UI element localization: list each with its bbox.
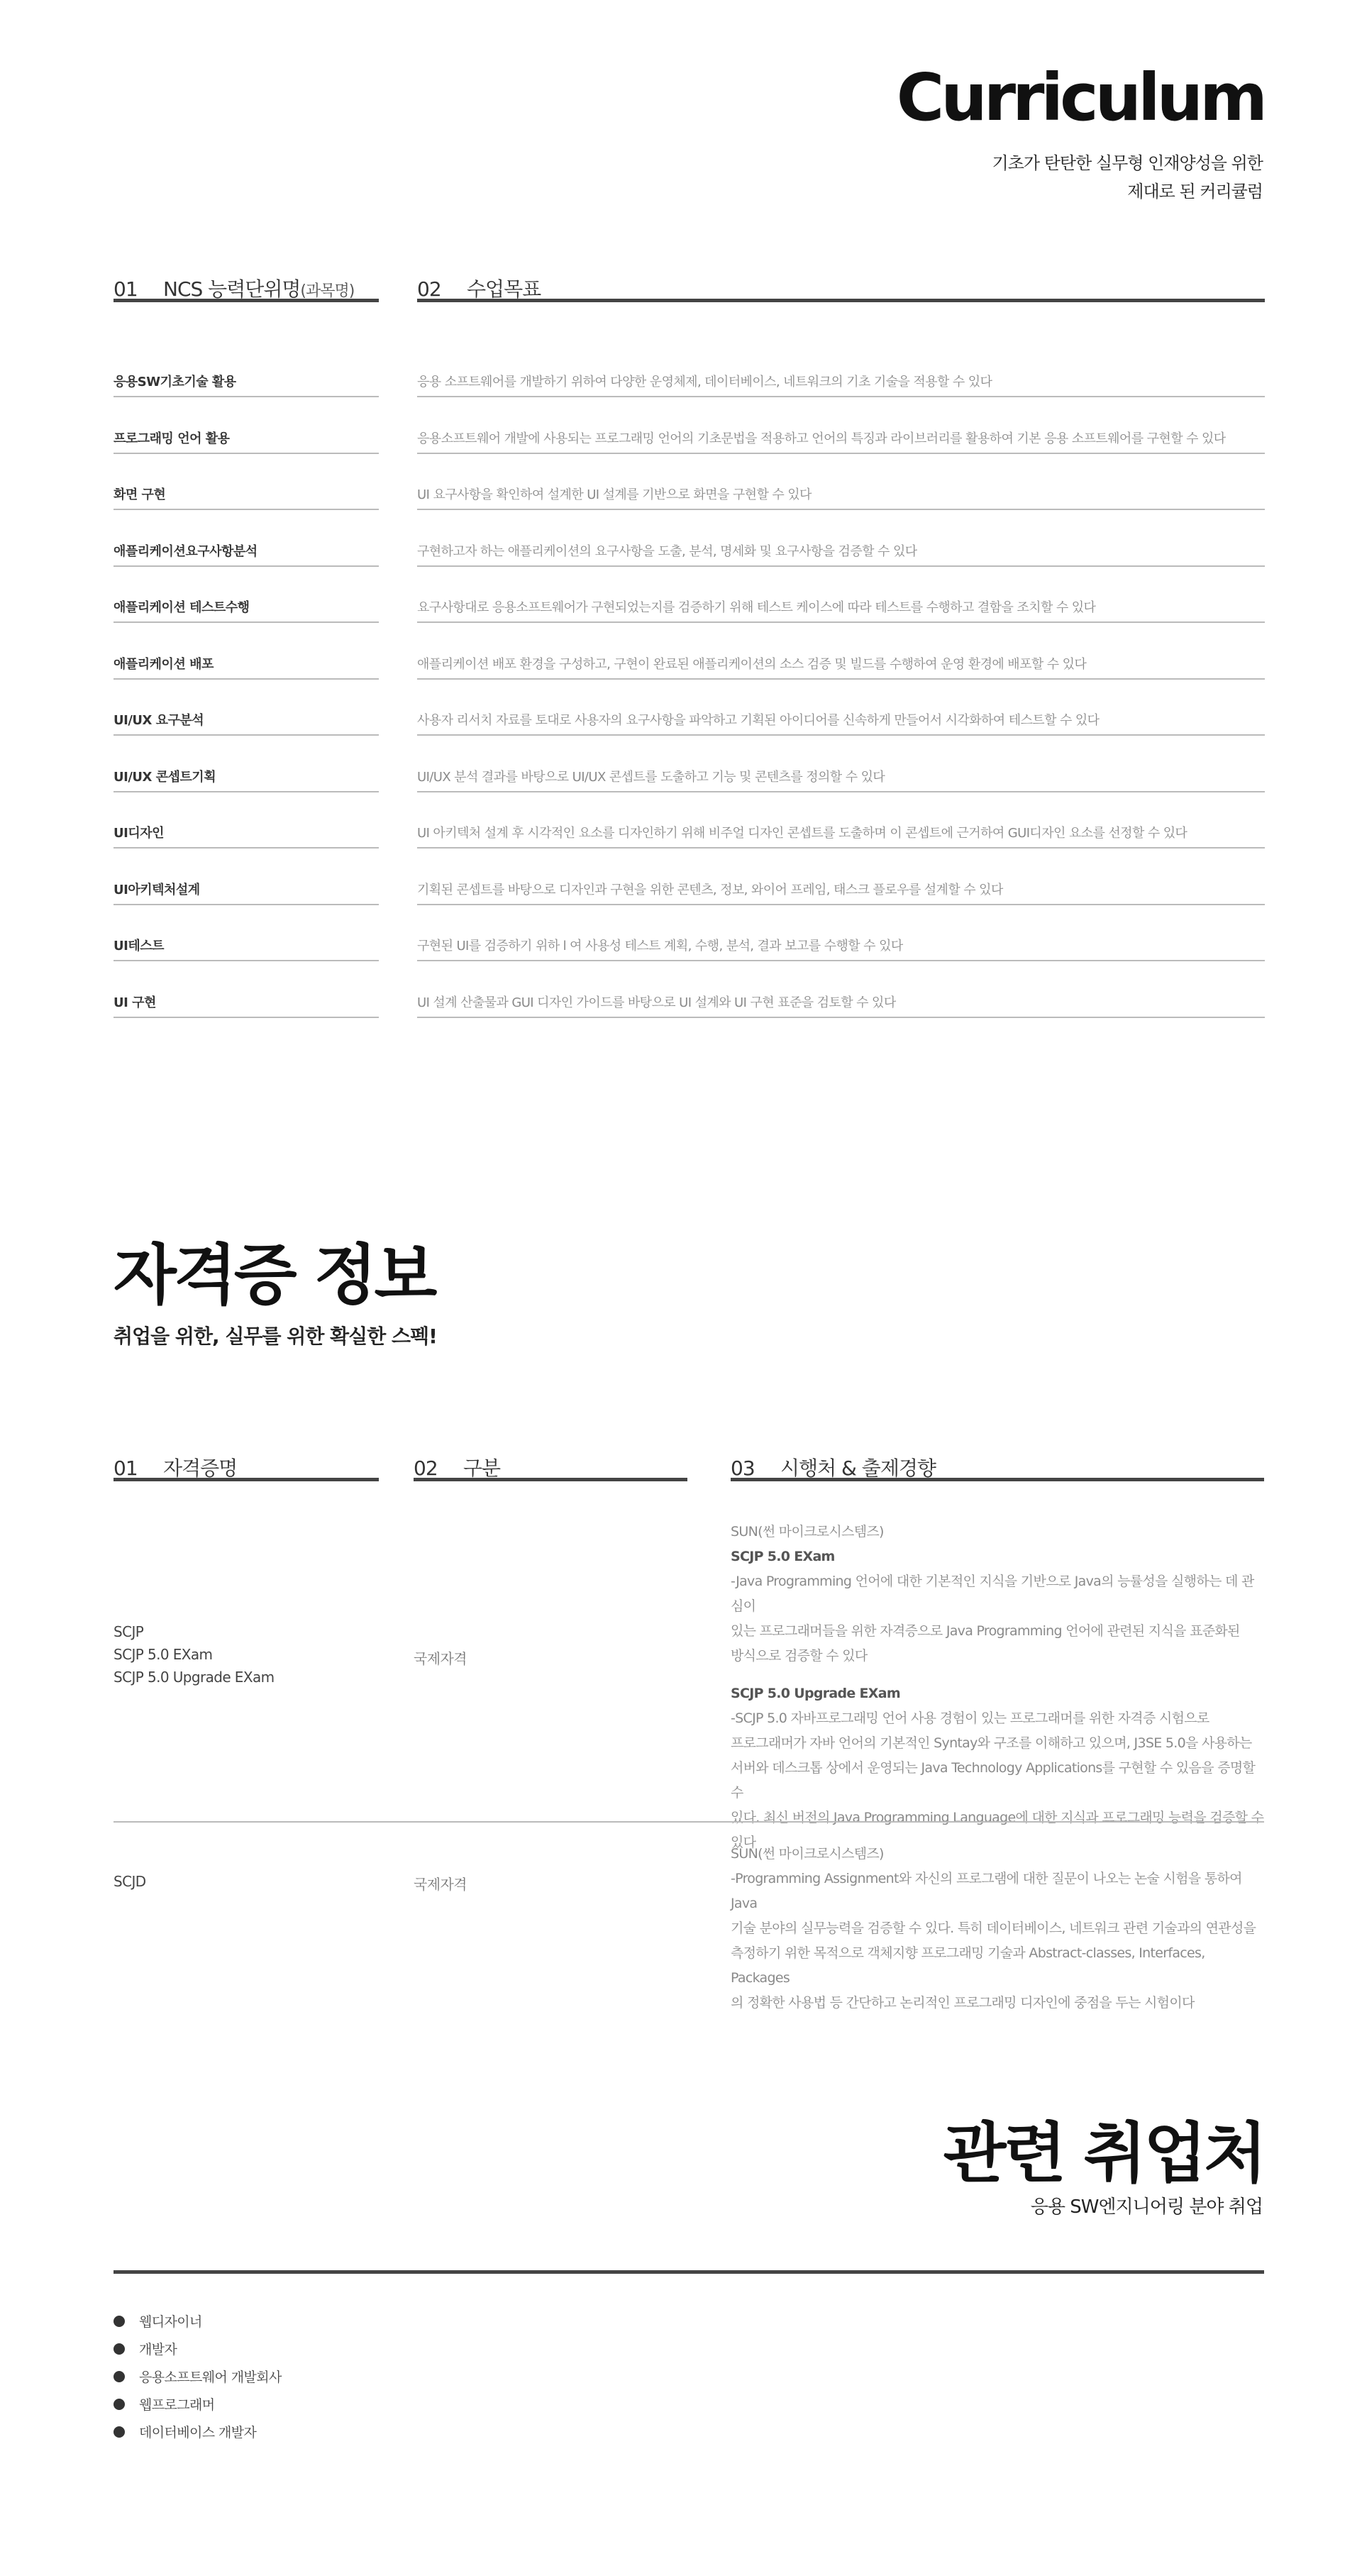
exam-desc-line: 있다. 최신 버전의 Java Programming Language에 대한 지식과 프로그래밍 능력을 검증할 수	[731, 1810, 1264, 1825]
curriculum-row-unit: UI 구현	[114, 993, 379, 1018]
cert-row-scjp-name	[114, 1620, 274, 1688]
job-label: 응용소프트웨어 개발회사	[139, 2370, 282, 2385]
curriculum-row-goal: 응용 소프트웨어를 개발하기 위하여 다양한 운영체제, 데이터베이스, 네트워크의 기초 기술을 적용할 수 있다	[417, 372, 1265, 397]
curriculum-row-goal: 구현하고자 하는 애플리케이션의 요구사항을 도출, 분석, 명세화 및 요구사항을 검증할 수 있다	[417, 541, 1265, 567]
certificates-title: 자격증 정보	[114, 1237, 435, 1313]
col-number: 02	[414, 1456, 438, 1480]
exam-desc-line: -Java Programming 언어에 대한 기본적인 지식을 기반으로 Java의 능률성을 실행하는 데 관심이	[731, 1574, 1254, 1614]
col-label: NCS 능력단위명	[163, 277, 301, 301]
cert-row-scjd-type: 국제자격	[414, 1876, 467, 1893]
jobs-title: 관련 취업처	[943, 2116, 1264, 2191]
curriculum-row-goal: 요구사항대로 응용소프트웨어가 구현되었는지를 검증하기 위해 테스트 케이스에 따라 테스트를 수행하고 결함을 조치할 수 있다	[417, 597, 1265, 623]
curriculum-row-goal: 구현된 UI를 검증하기 위하 l 여 사용성 테스트 계획, 수행, 분석, 결과 보고를 수행할 수 있다	[417, 936, 1265, 961]
exam-desc-line: 있다	[731, 1835, 756, 1850]
curriculum-row-goal: UI 설계 산출물과 GUI 디자인 가이드를 바탕으로 UI 설계와 UI 구현 표준을 검토할 수 있다	[417, 993, 1265, 1018]
curriculum-row-goal: UI/UX 분석 결과를 바탕으로 UI/UX 콘셉트를 도출하고 기능 및 콘텐츠를 정의할 수 있다	[417, 767, 1265, 792]
curriculum-row-unit: 프로그래밍 언어 활용	[114, 429, 379, 454]
job-label: 웹프로그래머	[139, 2397, 215, 2413]
job-list-item	[114, 2311, 202, 2333]
job-list-item	[114, 2367, 282, 2388]
curriculum-row-unit: 응용SW기초기술 활용	[114, 372, 379, 397]
curriculum-row-goal: 사용자 리서치 자료를 토대로 사용자의 요구사항을 파악하고 기획된 아이디어를 신속하게 만들어서 시각화하여 테스트할 수 있다	[417, 710, 1265, 736]
bullet-icon	[114, 2426, 125, 2438]
curriculum-row-unit: 애플리케이션요구사항분석	[114, 541, 379, 567]
cert-org: SUN(썬 마이크로시스템즈)	[731, 1524, 884, 1539]
exam-desc-line: 방식으로 검증할 수 있다	[731, 1648, 868, 1664]
cert-col-head-org	[731, 1453, 1264, 1481]
curriculum-row-unit: UI테스트	[114, 936, 379, 961]
exam-heading: SCJP 5.0 EXam	[731, 1549, 835, 1564]
cert-col-head-type	[414, 1453, 687, 1481]
col-number: 02	[417, 277, 441, 301]
cert-row-scjp-info	[731, 1520, 1264, 1855]
job-label: 웹디자이너	[139, 2314, 202, 2330]
curriculum-row-unit: UI/UX 요구분석	[114, 710, 379, 736]
job-label: 개발자	[139, 2342, 177, 2357]
cert-row-divider	[114, 1821, 1264, 1823]
curriculum-row-goal: 응용소프트웨어 개발에 사용되는 프로그래밍 언어의 기초문법을 적용하고 언어의 특징과 라이브러리를 활용하여 기본 응용 소프트웨어를 구현할 수 있다	[417, 429, 1265, 454]
curriculum-row-unit: 애플리케이션 배포	[114, 654, 379, 680]
col-number: 01	[114, 277, 138, 301]
cert-name-upgrade: SCJP 5.0 Upgrade EXam	[114, 1669, 275, 1686]
job-list-item	[114, 2339, 177, 2360]
curriculum-subtitle	[992, 149, 1263, 206]
cert-row-scjd-info	[731, 1842, 1264, 2016]
cert-col-head-name	[114, 1453, 379, 1481]
curriculum-row-unit: UI/UX 콘셉트기획	[114, 767, 379, 792]
job-list-item	[114, 2422, 256, 2443]
curriculum-row-unit: UI디자인	[114, 823, 379, 848]
exam-desc-line: 서버와 데스크톱 상에서 운영되는 Java Technology Applications를 구현할 수 있음을 증명할 수	[731, 1760, 1256, 1801]
curriculum-subtitle-line1: 기초가 탄탄한 실무형 인재양성을 위한	[992, 153, 1263, 173]
exam-desc-line: 프로그래머가 자바 언어의 기본적인 Syntay와 구조를 이해하고 있으며, J3SE 5.0을 사용하는	[731, 1735, 1252, 1751]
cert-org: SUN(썬 마이크로시스템즈)	[731, 1846, 884, 1862]
bullet-icon	[114, 2343, 125, 2355]
curriculum-row-goal: UI 요구사항을 확인하여 설계한 UI 설계를 기반으로 화면을 구현할 수 있다	[417, 485, 1265, 510]
curriculum-subtitle-line2: 제대로 된 커리큘럼	[1127, 182, 1263, 201]
curriculum-col-head-unit	[114, 274, 379, 302]
curriculum-title: Curriculum	[896, 60, 1264, 136]
job-list-item	[114, 2394, 215, 2416]
curriculum-row-unit: 애플리케이션 테스트수행	[114, 597, 379, 623]
curriculum-col-head-goal	[417, 274, 1265, 302]
col-note: (과목명)	[300, 282, 355, 300]
col-number: 03	[731, 1456, 755, 1480]
curriculum-row-unit: 화면 구현	[114, 485, 379, 510]
bullet-icon	[114, 2371, 125, 2382]
curriculum-row-goal: UI 아키텍처 설계 후 시각적인 요소를 디자인하기 위해 비주얼 디자인 콘셉트를 도출하며 이 콘셉트에 근거하여 GUI디자인 요소를 선정할 수 있다	[417, 823, 1265, 848]
exam-desc-line: 측정하기 위한 목적으로 객체지향 프로그래밍 기술과 Abstract-classes, Interfaces, Packages	[731, 1945, 1205, 1986]
col-label: 수업목표	[467, 277, 541, 301]
exam-desc-line: 있는 프로그래머들을 위한 자격증으로 Java Programming 언어에 관련된 지식을 표준화된	[731, 1623, 1240, 1639]
jobs-divider	[114, 2270, 1264, 2274]
exam-heading: SCJP 5.0 Upgrade EXam	[731, 1686, 900, 1701]
curriculum-row-goal: 기획된 콘셉트를 바탕으로 디자인과 구현을 위한 콘텐츠, 정보, 와이어 프레임, 태스크 플로우를 설계할 수 있다	[417, 880, 1265, 905]
cert-row-scjd-name: SCJD	[114, 1873, 146, 1890]
col-label: 시행처 & 출제경향	[780, 1456, 936, 1480]
cert-name-exam: SCJP 5.0 EXam	[114, 1646, 213, 1663]
job-label: 데이터베이스 개발자	[139, 2425, 257, 2440]
bullet-icon	[114, 2316, 125, 2327]
certificates-subtitle: 취업을 위한, 실무를 위한 확실한 스펙!	[114, 1325, 437, 1348]
cert-row-scjp-type: 국제자격	[414, 1650, 467, 1667]
cert-name-main: SCJP	[114, 1623, 144, 1640]
exam-desc-line: 기술 분야의 실무능력을 검증할 수 있다. 특히 데이터베이스, 네트워크 관련 기술과의 연관성을	[731, 1920, 1256, 1936]
curriculum-row-goal: 애플리케이션 배포 환경을 구성하고, 구현이 완료된 애플리케이션의 소스 검증 및 빌드를 수행하여 운영 환경에 배포할 수 있다	[417, 654, 1265, 680]
exam-desc-line: -Programming Assignment와 자신의 프로그램에 대한 질문이 나오는 논술 시험을 통하여 Java	[731, 1871, 1242, 1911]
col-label: 자격증명	[163, 1456, 238, 1480]
jobs-subtitle: 응용 SW엔지니어링 분야 취업	[1030, 2196, 1263, 2218]
col-label: 구분	[463, 1456, 501, 1480]
col-number: 01	[114, 1456, 138, 1480]
curriculum-row-unit: UI아키텍처설계	[114, 880, 379, 905]
exam-desc-line: -SCJP 5.0 자바프로그래밍 언어 사용 경험이 있는 프로그래머를 위한 자격증 시험으로	[731, 1710, 1209, 1726]
bullet-icon	[114, 2399, 125, 2410]
exam-desc-line: 의 정확한 사용법 등 간단하고 논리적인 프로그래밍 디자인에 중점을 두는 시험이다	[731, 1995, 1195, 2011]
